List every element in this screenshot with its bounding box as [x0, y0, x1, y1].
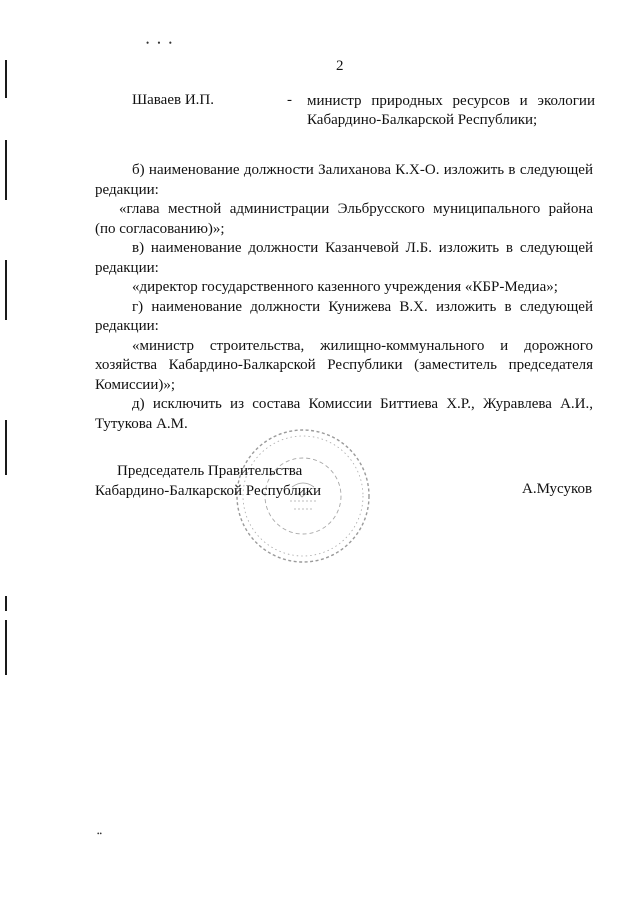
signatory-position-line: Кабардино-Балкарской Республики [95, 482, 322, 499]
page-number: 2 [336, 58, 344, 74]
paragraph-line: б) наименование должности Залиханова К.Х-О. изложить в следующей [132, 162, 593, 178]
paragraph-line: редакции: [95, 259, 159, 276]
member-title [307, 92, 595, 130]
signatory-position-line: Председатель Правительства [117, 463, 303, 479]
member-name: Шаваев И.П. [132, 92, 214, 108]
paragraph-line: в) наименование должности Казанчевой Л.Б. изложить в следующей [132, 240, 593, 256]
scan-edge-mark [5, 420, 7, 475]
scan-edge-mark [5, 60, 7, 98]
scan-dots: • • • [146, 38, 175, 48]
signatory-name: А.Мусуков [522, 481, 593, 497]
paragraph-line: Тутукова А.М. [95, 415, 188, 432]
paragraph-line: хозяйства Кабардино-Балкарской Республики (заместитель председателя [95, 357, 593, 373]
paragraph-line: (по согласованию)»; [95, 220, 225, 237]
paragraph-line: д) исключить из состава Комиссии Биттиева Х.Р., Журавлева А.И., [132, 396, 593, 412]
scan-edge-mark [5, 140, 7, 200]
paragraph-line: редакции: [95, 181, 159, 198]
member-title-line: министр природных ресурсов и экологии [307, 93, 595, 109]
amendments-text [95, 161, 593, 434]
paragraph-line: «директор государственного казенного учреждения «КБР-Медиа»; [132, 279, 558, 295]
scan-edge-mark [5, 620, 7, 675]
scan-edge-mark [5, 260, 7, 320]
paragraph-line: г) наименование должности Кунижева В.Х. изложить в следующей [132, 298, 593, 315]
paragraph-line: «министр строительства, жилищно-коммунального и дорожного [132, 337, 593, 354]
member-title-line: Кабардино-Балкарской Республики; [307, 112, 538, 128]
paragraph-line: «глава местной администрации Эльбрусского муниципального района [119, 201, 593, 217]
scan-speck: •• [97, 830, 102, 838]
scan-edge-mark [5, 596, 7, 611]
paragraph-line: Комиссии)»; [95, 376, 176, 393]
paragraph-line: редакции: [95, 318, 159, 334]
member-dash: - [287, 92, 292, 108]
signatory-position [95, 462, 321, 501]
